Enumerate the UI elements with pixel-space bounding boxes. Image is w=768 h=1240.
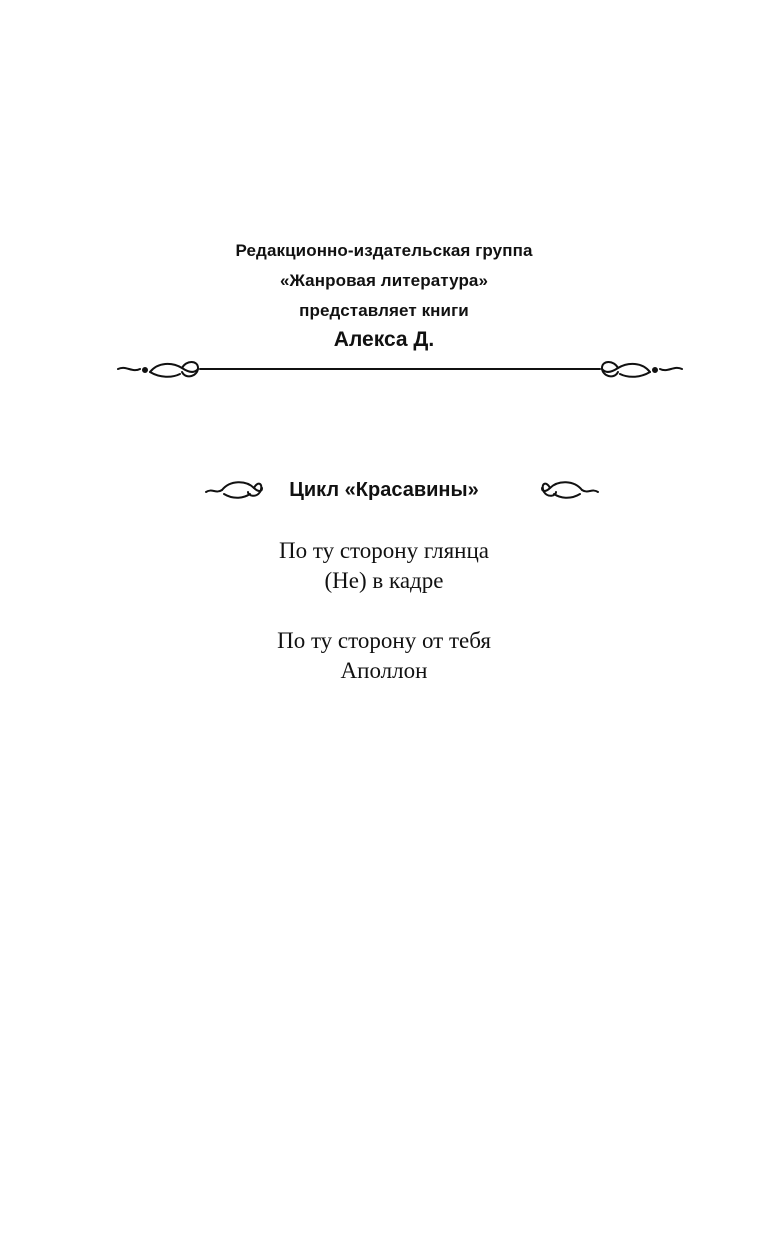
book-title: (Не) в кадре [324,568,444,593]
publisher-header [0,236,768,354]
publisher-imprint-line: «Жанровая литература» [279,271,489,290]
series-title: Цикл «Красавины» [289,479,479,501]
presents-line: представляет книги [299,301,469,320]
book-title: По ту сторону глянца [278,538,490,563]
author-name: Алекса Д. [333,328,435,351]
book-list [0,536,768,716]
book-title: Аполлон [340,658,428,683]
book-title: По ту сторону от тебя [277,628,491,653]
series-heading [0,470,768,510]
right-swirl-icon [540,474,600,504]
ornamental-divider [0,350,768,390]
book-group [0,626,768,686]
publisher-group-line: Редакционно-издательская группа [235,241,533,260]
right-flourish-icon [602,362,682,377]
book-group [0,536,768,596]
left-flourish-icon [118,362,198,377]
